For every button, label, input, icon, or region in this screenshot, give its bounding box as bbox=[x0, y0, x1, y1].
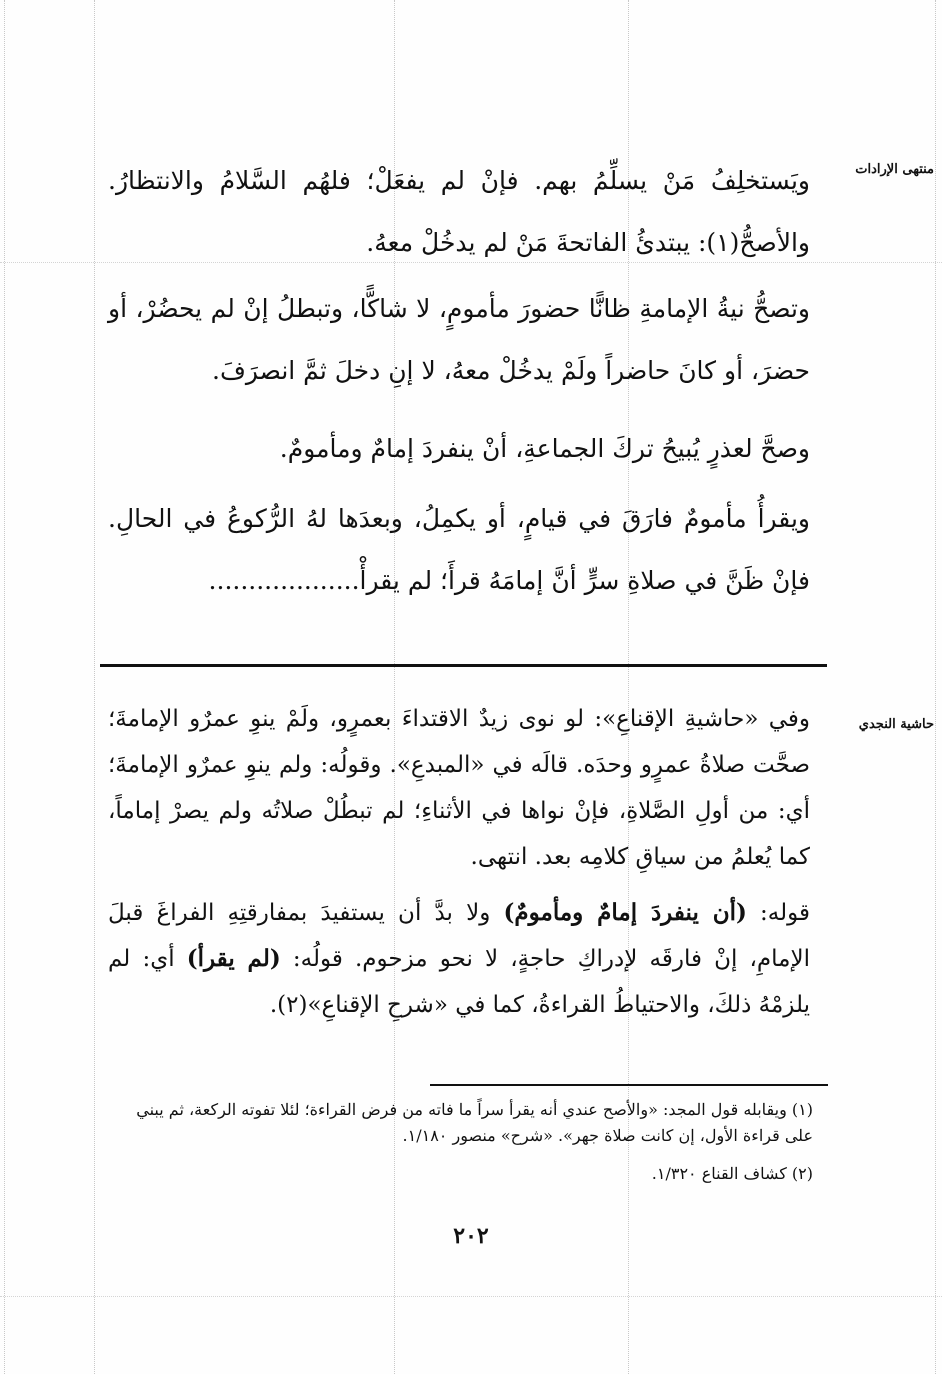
gloss-paragraph bbox=[108, 890, 810, 1028]
gloss-text-segment: ولا بدَّ أن يستفيدَ بمفارقتِهِ الفراغَ قبلَ الإمامِ، إنْ فارقَه لإدراكِ حاجةٍ، لا نحو مزحوم. قولُه: bbox=[108, 900, 810, 972]
gloss-lead: قوله: bbox=[746, 900, 810, 926]
side-label-main: منتهى الإرادات bbox=[855, 162, 934, 177]
gloss-quote: (أن ينفردَ إمامٌ ومأمومٌ) bbox=[503, 899, 747, 926]
main-paragraph: وصحَّ لعذرٍ يُبيحُ تركَ الجماعةِ، أنْ ينفردَ إمامٌ ومأمومٌ. bbox=[279, 434, 810, 463]
section-divider bbox=[100, 664, 827, 667]
gloss-paragraph: وفي «حاشيةِ الإقناعِ»: لو نوى زيدٌ الاقتداءَ بعمرٍو، ولَمْ ينوِ عمرٌو الإمامةَ؛ صحَّت صلاةُ عمرٍو وحدَه. قالَه في «المبدعِ». وقولُه: ولم ينوِ عمرٌو الإمامةَ؛ أي: من أولِ الصَّلاةِ، فإنْ نواها في الأثناءِ؛ لم تبطُلْ صلاتُه ولم يصرْ إماماً، كما يُعلمُ من سياقِ كلامِه بعد. انتهى. bbox=[108, 706, 810, 870]
gloss-text-segment: أي: لم يلزمْهُ ذلكَ، والاحتياطُ القراءةُ، كما في «شرحِ الإقناعِ»(٢). bbox=[108, 946, 810, 1018]
scan-guide-line bbox=[0, 1296, 942, 1297]
gloss-quote: (لم يقرأ) bbox=[186, 945, 281, 972]
footnote: (١) ويقابله قول المجد: «والأصح عندي أنه يقرأ سراً ما فاته من فرض القراءة؛ لئلا تفوته الركعة، ثم يبني على قراءة الأول، إن كانت صلاة جهر». «شرح» منصور ١/١٨٠. bbox=[136, 1100, 813, 1145]
footnotes bbox=[108, 1097, 813, 1187]
main-paragraph-text: ويقرأُ مأمومٌ فارَقَ في قيامٍ، أو يكمِلُ، وبعدَها لهُ الرُّكوعُ في الحالِ. فإنْ ظَنَّ في صلاةِ سرٍّ أنَّ إمامَهُ قرأَ؛ لم يقرأْ bbox=[108, 504, 810, 595]
footnote: (٢) كشاف القناع ١/٣٢٠. bbox=[651, 1164, 813, 1183]
main-paragraph: وتصحُّ نيةُ الإمامةِ ظانًّا حضورَ مأمومٍ، لا شاكًّا، وتبطلُ إنْ لم يحضُرْ، أو حضرَ، أو كانَ حاضراً ولَمْ يدخُلْ معهُ، لا إنِ دخلَ ثمَّ انصرَفَ. bbox=[108, 294, 810, 385]
side-label-gloss: حاشية النجدي bbox=[858, 717, 934, 732]
footnote-divider bbox=[430, 1084, 828, 1086]
gloss-text bbox=[108, 696, 810, 1028]
scan-guide-line bbox=[94, 0, 95, 1374]
main-text bbox=[108, 150, 810, 612]
main-paragraph: ويَستخلِفُ مَنْ يسلِّمُ بهم. فإنْ لم يفعَلْ؛ فلهُم السَّلامُ والانتظارُ. والأصحُّ(١): يبتدئُ الفاتحةَ مَنْ لم يدخُلْ معهُ. bbox=[108, 166, 810, 257]
scan-guide-line bbox=[935, 0, 936, 1374]
continuation-dots: ................... bbox=[208, 566, 360, 595]
main-paragraph bbox=[108, 488, 810, 612]
page-number: ٢٠٢ bbox=[453, 1223, 489, 1249]
scan-guide-line bbox=[4, 0, 5, 1374]
